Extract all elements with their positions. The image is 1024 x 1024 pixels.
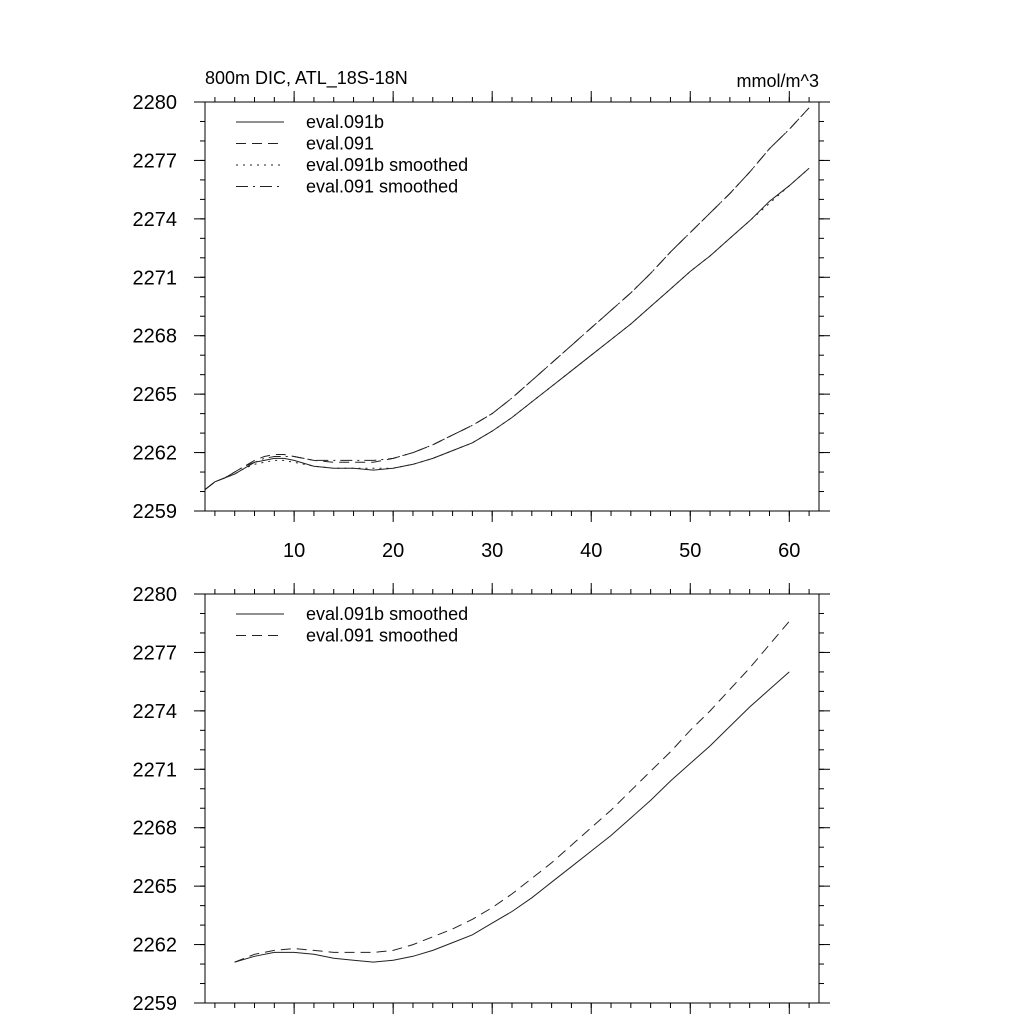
y-tick-label: 2277	[132, 150, 177, 173]
y-tick-label: 2271	[132, 267, 177, 290]
y-tick-label: 2268	[132, 325, 177, 348]
legend-label: eval.091b smoothed	[306, 604, 469, 624]
x-tick-label: 60	[778, 540, 801, 562]
x-tick-label: 20	[382, 540, 405, 562]
chart-title: 800m DIC, ATL_18S-18N	[205, 68, 408, 88]
y-tick-label: 2274	[132, 700, 177, 723]
y-tick-label: 2265	[132, 384, 177, 407]
y-tick-label: 2271	[132, 759, 177, 782]
legend-label: eval.091 smoothed	[306, 176, 459, 197]
units-label: mmol/m^3	[736, 71, 819, 91]
legend-label: eval.091	[306, 133, 375, 154]
y-tick-label: 2274	[132, 208, 177, 231]
y-tick-label: 2280	[132, 92, 177, 114]
legend-label: eval.091b smoothed	[306, 155, 469, 175]
y-tick-label: 2262	[132, 934, 177, 957]
y-tick-label: 2262	[132, 442, 177, 465]
legend-label: eval.091 smoothed	[306, 625, 459, 646]
y-tick-label: 2265	[132, 876, 177, 899]
y-tick-label: 2268	[132, 817, 177, 840]
y-tick-label: 2280	[132, 584, 177, 606]
y-tick-label: 2259	[132, 993, 177, 1015]
x-tick-label: 10	[283, 540, 306, 562]
y-tick-label: 2277	[132, 642, 177, 665]
legend-label: eval.091b	[306, 112, 385, 132]
x-tick-label: 40	[580, 540, 603, 562]
y-tick-label: 2259	[132, 501, 177, 523]
x-tick-label: 50	[679, 540, 702, 562]
x-tick-label: 30	[481, 540, 504, 562]
